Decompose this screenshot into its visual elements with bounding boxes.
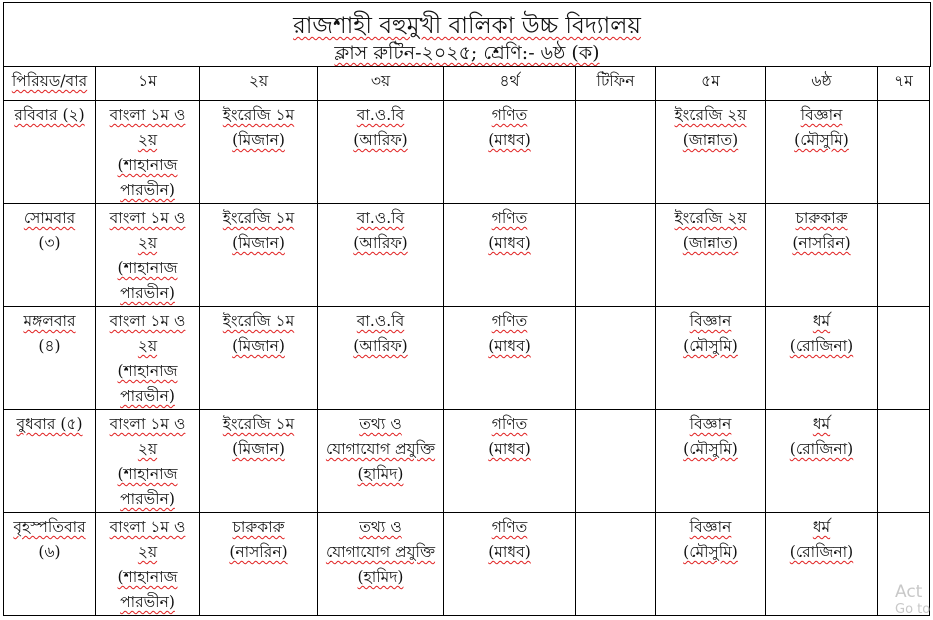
column-header (444, 67, 576, 101)
period-cell (576, 101, 656, 204)
subject-line (318, 206, 443, 231)
period-cell (656, 307, 766, 410)
subject-line (318, 540, 443, 565)
subject-line (96, 590, 199, 615)
subject-text: (রোজিনা) (789, 440, 854, 458)
subject-text: ইংরেজি ১ম (222, 209, 295, 227)
subject-text: গণিত (491, 312, 528, 330)
subject-text: (আরিফ) (353, 234, 408, 252)
subject-text: পারভীন) (120, 284, 175, 302)
subject-text: (নাসরিন) (792, 234, 851, 252)
period-cell (200, 410, 318, 513)
subject-line (200, 540, 317, 565)
subject-text: (শাহানাজ (117, 259, 178, 277)
subject-line (318, 231, 443, 256)
subject-text: বা.ও.বি (356, 106, 405, 124)
period-cell (318, 513, 444, 616)
period-cell (766, 204, 878, 307)
subject-line (444, 515, 575, 540)
subject-text: পারভীন) (120, 490, 175, 508)
period-cell (96, 410, 200, 513)
subject-line (766, 103, 877, 128)
subject-line (656, 515, 765, 540)
subject-line (200, 103, 317, 128)
day-cell (4, 513, 96, 616)
subject-line (766, 412, 877, 437)
watermark-line-2: Go to (895, 602, 931, 617)
subject-line (96, 437, 199, 462)
day-label (4, 412, 95, 437)
subject-text: (মৌসুমি) (683, 440, 738, 458)
table-row (4, 307, 930, 410)
subject-text: (আরিফ) (353, 131, 408, 149)
period-cell (576, 410, 656, 513)
period-cell (576, 513, 656, 616)
column-header (656, 67, 766, 101)
column-header-label: ৩য় (370, 72, 391, 90)
subject-text: (শাহানাজ (117, 156, 178, 174)
subject-line (96, 178, 199, 203)
subject-text: (মাধব) (488, 440, 531, 458)
day-label (4, 206, 95, 231)
subject-text: (শাহানাজ (117, 568, 178, 586)
subject-line (96, 565, 199, 590)
subject-text: ২য় (137, 337, 158, 355)
subject-text: (মাধব) (488, 234, 531, 252)
subject-line (96, 412, 199, 437)
subject-text: তথ্য ও (359, 518, 402, 536)
subject-text: বাংলা ১ম ও (109, 106, 186, 124)
subject-text: বা.ও.বি (356, 312, 405, 330)
table-row (4, 101, 930, 204)
period-cell (200, 513, 318, 616)
subject-line (318, 128, 443, 153)
subject-line (200, 309, 317, 334)
subject-line (200, 206, 317, 231)
subject-text: বিজ্ঞান (800, 106, 843, 124)
column-header-label: ১ম (138, 72, 157, 90)
subject-line (444, 231, 575, 256)
table-row (4, 513, 930, 616)
day-cell (4, 204, 96, 307)
day-label: (৪) (38, 337, 61, 355)
subject-text: (জান্নাত) (682, 131, 739, 149)
document-header (3, 2, 931, 67)
column-header-label: টিফিন (596, 72, 635, 90)
subject-text: (মৌসুমি) (683, 337, 738, 355)
subject-text: (মিজান) (232, 440, 285, 458)
subject-text: ২য় (137, 234, 158, 252)
subject-text: (শাহানাজ (117, 465, 178, 483)
subject-text: (হামিদ) (357, 568, 404, 586)
day-label-text: রবিবার (২) (14, 106, 85, 124)
period-cell (318, 307, 444, 410)
subject-text: (মিজান) (232, 234, 285, 252)
class-routine-text: ক্লাস রুটিন-২০২৫; শ্রেণি:- ৬ষ্ঠ (ক) (334, 42, 600, 64)
subject-line (200, 231, 317, 256)
period-cell (766, 307, 878, 410)
subject-text: বিজ্ঞান (689, 312, 732, 330)
period-cell (576, 204, 656, 307)
subject-text: (মিজান) (232, 131, 285, 149)
subject-line (96, 515, 199, 540)
column-header-label: ২য় (248, 72, 269, 90)
period-cell (656, 513, 766, 616)
subject-line (444, 437, 575, 462)
column-header (878, 67, 930, 101)
subject-text: বাংলা ১ম ও (109, 209, 186, 227)
subject-line (766, 128, 877, 153)
subject-line (656, 309, 765, 334)
subject-line (96, 487, 199, 512)
subject-text: (মৌসুমি) (794, 131, 849, 149)
subject-text: বিজ্ঞান (689, 518, 732, 536)
subject-line (766, 540, 877, 565)
subject-text: চারুকারু (232, 518, 285, 536)
subject-text: চারুকারু (795, 209, 848, 227)
column-header (4, 67, 96, 101)
day-label-text: বুধবার (৫) (16, 415, 83, 433)
period-cell (878, 204, 930, 307)
day-label (4, 103, 95, 128)
subject-text: (আরিফ) (353, 337, 408, 355)
period-cell (444, 204, 576, 307)
school-name-text: রাজশাহী বহুমুখী বালিকা উচ্চ বিদ্যালয় (293, 13, 641, 39)
subject-text: (মাধব) (488, 337, 531, 355)
subject-line (656, 103, 765, 128)
subject-line (200, 412, 317, 437)
column-header (576, 67, 656, 101)
column-header-label: ৫ম (701, 72, 720, 90)
period-cell (576, 307, 656, 410)
period-cell (96, 307, 200, 410)
subject-line (766, 334, 877, 359)
subject-line (318, 437, 443, 462)
subject-line (200, 515, 317, 540)
subject-text: (রোজিনা) (789, 337, 854, 355)
subject-line (656, 412, 765, 437)
period-cell (444, 101, 576, 204)
period-cell (878, 101, 930, 204)
subject-text: ২য় (137, 440, 158, 458)
subject-line (766, 437, 877, 462)
subject-text: ইংরেজি ২য় (674, 106, 747, 124)
day-label-text: বৃহস্পতিবার (13, 518, 86, 536)
subject-text: যোগাযোগ প্রযুক্তি (325, 440, 436, 458)
day-label: (৩) (38, 234, 61, 252)
subject-text: যোগাযোগ প্রযুক্তি (325, 543, 436, 561)
period-cell (656, 204, 766, 307)
subject-line (318, 565, 443, 590)
subject-line (656, 231, 765, 256)
subject-text: (মিজান) (232, 337, 285, 355)
subject-line (766, 231, 877, 256)
subject-text: পারভীন) (120, 181, 175, 199)
subject-line (96, 384, 199, 409)
subject-line (96, 540, 199, 565)
subject-line (656, 437, 765, 462)
subject-text: (মাধব) (488, 543, 531, 561)
day-label-text: সোমবার (23, 209, 76, 227)
period-cell (318, 410, 444, 513)
subject-text: (জান্নাত) (682, 234, 739, 252)
column-header-label: ৬ষ্ঠ (811, 72, 832, 90)
subject-text: ইংরেজি ১ম (222, 312, 295, 330)
period-cell (318, 101, 444, 204)
subject-line (318, 462, 443, 487)
subject-text: গণিত (491, 415, 528, 433)
subject-line (444, 206, 575, 231)
period-cell (444, 307, 576, 410)
subject-line (318, 412, 443, 437)
subject-line (318, 103, 443, 128)
subject-text: বিজ্ঞান (689, 415, 732, 433)
subject-line (444, 540, 575, 565)
period-cell (96, 101, 200, 204)
subject-text: গণিত (491, 518, 528, 536)
table-body (4, 101, 930, 616)
period-cell (878, 410, 930, 513)
period-cell (766, 410, 878, 513)
table-header-row (4, 67, 930, 101)
subject-text: ধর্ম (812, 312, 831, 330)
subject-line (444, 334, 575, 359)
subject-line (200, 128, 317, 153)
period-cell (200, 204, 318, 307)
period-cell (200, 307, 318, 410)
subject-text: (রোজিনা) (789, 543, 854, 561)
subject-text: ইংরেজি ১ম (222, 106, 295, 124)
subject-line (318, 515, 443, 540)
routine-table (3, 66, 930, 616)
subject-text: বাংলা ১ম ও (109, 518, 186, 536)
subject-text: ইংরেজি ১ম (222, 415, 295, 433)
day-cell (4, 410, 96, 513)
subject-line (96, 281, 199, 306)
subject-line (444, 128, 575, 153)
period-cell (444, 410, 576, 513)
subject-line (766, 309, 877, 334)
subject-text: ২য় (137, 131, 158, 149)
subject-line (656, 334, 765, 359)
subject-text: বাংলা ১ম ও (109, 312, 186, 330)
subject-line (318, 334, 443, 359)
subject-text: তথ্য ও (359, 415, 402, 433)
subject-line (200, 334, 317, 359)
subject-line (96, 359, 199, 384)
subject-line (96, 103, 199, 128)
column-header (318, 67, 444, 101)
subject-line (96, 309, 199, 334)
subject-line (200, 437, 317, 462)
subject-line (656, 206, 765, 231)
subject-text: ২য় (137, 543, 158, 561)
activate-windows-watermark (895, 583, 930, 619)
subject-line (318, 309, 443, 334)
subject-text: বা.ও.বি (356, 209, 405, 227)
period-cell (318, 204, 444, 307)
subject-text: ইংরেজি ২য় (674, 209, 747, 227)
subject-line (766, 206, 877, 231)
period-cell (878, 307, 930, 410)
subject-line (96, 256, 199, 281)
subject-line (96, 231, 199, 256)
subject-text: (হামিদ) (357, 465, 404, 483)
table-row (4, 410, 930, 513)
period-cell (200, 101, 318, 204)
subject-line (444, 309, 575, 334)
subject-text: পারভীন) (120, 387, 175, 405)
subject-line (656, 128, 765, 153)
day-label (4, 309, 95, 334)
subject-line (96, 128, 199, 153)
period-cell (96, 513, 200, 616)
day-label: (৬) (38, 543, 61, 561)
subject-text: পারভীন) (120, 593, 175, 611)
subject-line (444, 103, 575, 128)
day-cell (4, 101, 96, 204)
column-header (96, 67, 200, 101)
subject-line (96, 462, 199, 487)
day-cell (4, 307, 96, 410)
column-header-label: পিরিয়ড/বার (11, 72, 88, 90)
subject-line (96, 206, 199, 231)
subject-line (444, 412, 575, 437)
subject-line (96, 334, 199, 359)
subject-text: গণিত (491, 106, 528, 124)
subject-text: (মৌসুমি) (683, 543, 738, 561)
subject-text: (শাহানাজ (117, 362, 178, 380)
day-label-text: মঙ্গলবার (23, 312, 76, 330)
subject-line (96, 153, 199, 178)
period-cell (444, 513, 576, 616)
subject-text: গণিত (491, 209, 528, 227)
column-header (200, 67, 318, 101)
subject-line (766, 515, 877, 540)
watermark-line-1: Act (895, 582, 923, 602)
subject-text: (মাধব) (488, 131, 531, 149)
subject-text: (নাসরিন) (229, 543, 288, 561)
subject-text: ধর্ম (812, 415, 831, 433)
subject-text: ধর্ম (812, 518, 831, 536)
column-header (766, 67, 878, 101)
period-cell (766, 101, 878, 204)
subject-line (656, 540, 765, 565)
table-row (4, 204, 930, 307)
subject-text: বাংলা ১ম ও (109, 415, 186, 433)
column-header-label: ৭ম (894, 72, 913, 90)
period-cell (96, 204, 200, 307)
column-header-label: ৪র্থ (499, 72, 520, 90)
period-cell (766, 513, 878, 616)
period-cell (656, 101, 766, 204)
day-label (4, 515, 95, 540)
period-cell (656, 410, 766, 513)
